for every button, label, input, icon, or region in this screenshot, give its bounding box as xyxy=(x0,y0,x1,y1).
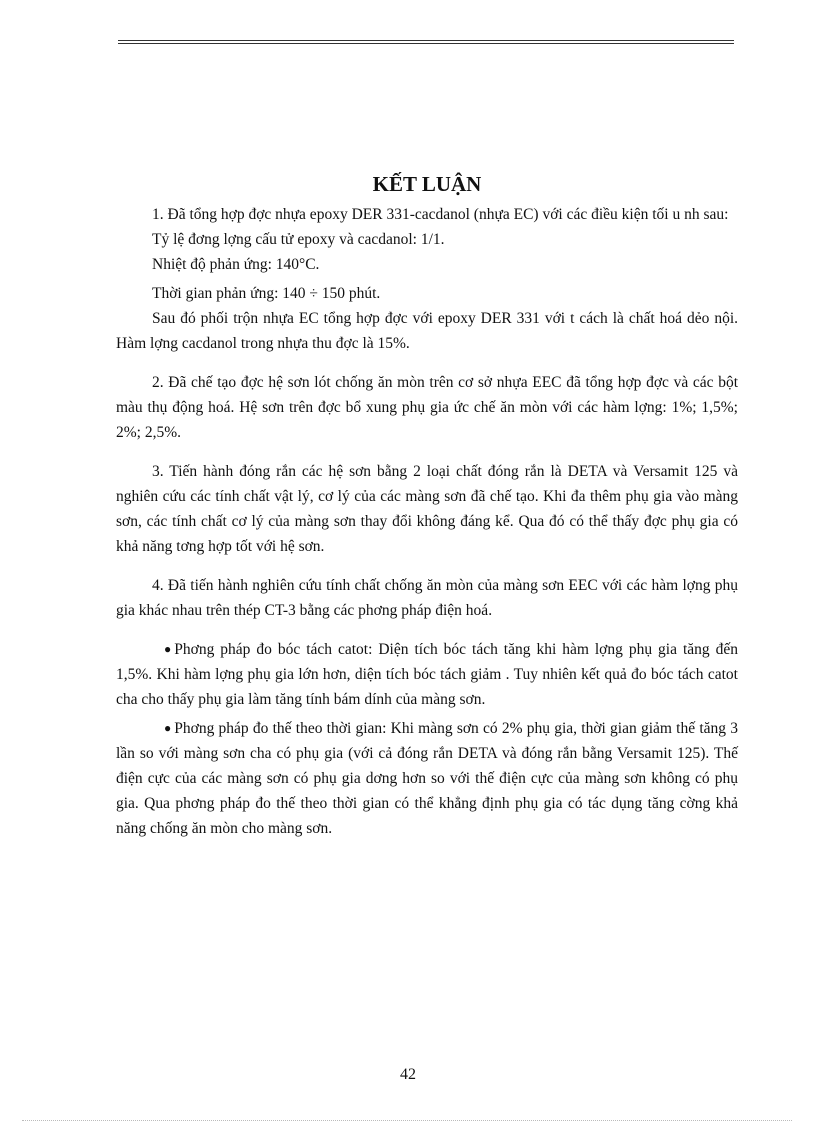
bullet-cathodic-disbondment xyxy=(116,637,738,712)
bullet-text: Phơng pháp đo bóc tách catot: Diện tích bóc tách tăng khi hàm lợng phụ gia tăng đến 1,5%. Khi hàm lợng phụ gia lớn hơn, diện tích bóc tách giảm . Tuy nhiên kết quả đo bóc tách catot cha cho thấy phụ gia làm tăng tính bám dính của màng sơn. xyxy=(116,641,738,708)
section-2: 2. Đã chế tạo đợc hệ sơn lót chống ăn mòn trên cơ sở nhựa EEC đã tổng hợp đợc và các bột màu thụ động hoá. Hệ sơn trên đợc bổ xung phụ gia ức chế ăn mòn với các hàm lợng: 1%; 1,5%; 2%; 2,5%. xyxy=(116,374,738,441)
condition-temperature: Nhiệt độ phản ứng: 140°C. xyxy=(152,256,320,273)
section-4-intro: 4. Đã tiến hành nghiên cứu tính chất chống ăn mòn của màng sơn EEC với các hàm lợng phụ gia khác nhau trên thép CT-3 bằng các phơng pháp điện hoá. xyxy=(116,577,738,619)
condition-time: Thời gian phản ứng: 140 ÷ 150 phút. xyxy=(152,285,381,302)
header-rule xyxy=(118,40,734,44)
document-body xyxy=(116,170,738,841)
page-number: 42 xyxy=(400,1066,416,1083)
section-1-intro: 1. Đã tổng hợp đợc nhựa epoxy DER 331-cacdanol (nhựa EC) với các điều kiện tối u nh sau: xyxy=(152,206,729,223)
bullet-icon: ● xyxy=(164,642,172,656)
condition-ratio: Tỷ lệ đơng lợng cấu tử epoxy và cacdanol: 1/1. xyxy=(152,231,445,248)
section-1-followup: Sau đó phối trộn nhựa EC tổng hợp đợc với epoxy DER 331 với t cách là chất hoá dẻo nội. Hàm lợng cacdanol trong nhựa thu đợc là 15%. xyxy=(116,310,738,352)
section-3: 3. Tiến hành đóng rắn các hệ sơn bằng 2 loại chất đóng rắn là DETA và Versamit 125 và nghiên cứu các tính chất vật lý, cơ lý của các màng sơn đã chế tạo. Khi đa thêm phụ gia vào màng sơn, các tính chất cơ lý của màng sơn thay đổi không đáng kể. Qua đó có thể thấy đợc phụ gia có khả năng tơng hợp tốt với hệ sơn. xyxy=(116,463,738,555)
bullet-icon: ● xyxy=(164,721,172,735)
bullet-potential-time xyxy=(116,716,738,841)
footer-rule xyxy=(22,1120,792,1121)
bullet-text: Phơng pháp đo thế theo thời gian: Khi màng sơn có 2% phụ gia, thời gian giảm thế tăng 3 lần so với màng sơn cha có phụ gia (với cả đóng rắn DETA và đóng rắn bằng Versamit 125). Thế điện cực của các màng sơn có phụ gia dơng hơn so với thế điện cực của màng sơn không có phụ gia. Qua phơng pháp đo thế theo thời gian có thể khẳng định phụ gia có tác dụng tăng cờng khả năng chống ăn mòn cho màng sơn. xyxy=(116,720,738,837)
page-title: KẾT LUẬN xyxy=(372,172,482,196)
